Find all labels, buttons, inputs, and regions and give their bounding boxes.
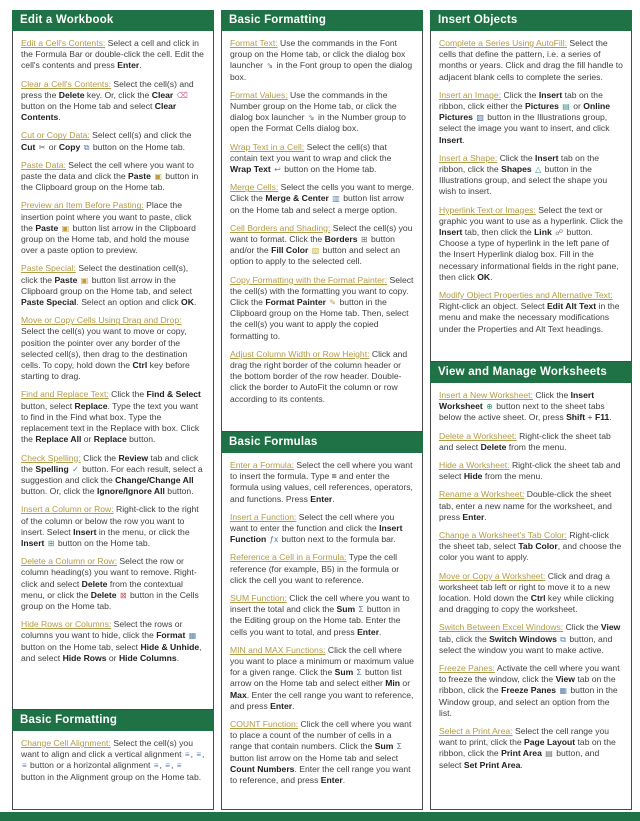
bold-text: Pictures (524, 101, 559, 112)
bold-text: Clear Contents (21, 101, 177, 123)
copy-icon: ⧉ (83, 142, 90, 152)
entry-hyperlink-text-or-images: Hyperlink Text or Images: Select the text or graphic you want to use as a hyperlink. Click the Insert tab, then click the Link ☍ button. Choose a type of hyperlink in the left pane of the Insert Hyperlink dialog box. Fill in the necessary informational fields in the right pane, then click OK. (439, 204, 623, 282)
entry-link-hide-rows-or-columns[interactable]: Hide Rows or Columns: (21, 619, 112, 630)
bold-text: Insert (439, 227, 463, 238)
section-title-basic-formulas: Basic Formulas (221, 432, 423, 453)
entry-hide-a-worksheet: Hide a Worksheet: Right-click the sheet tab and select Hide from the menu. (439, 460, 621, 482)
entry-link-preview-an-item-before-pasting[interactable]: Preview an Item Before Pasting: (21, 200, 144, 211)
delete-cells-icon: ⊠ (119, 590, 127, 600)
bold-text: Delete (90, 589, 117, 600)
online-pictures-icon: ▧ (476, 113, 484, 123)
entry-link-merge-cells[interactable]: Merge Cells: (230, 182, 279, 193)
entry-paste-data: Paste Data: Select the cell where you want to paste the data and click the Paste ▣ button in the Clipboard group on the Home tab. (21, 159, 199, 193)
column-2 (221, 10, 423, 810)
section-body-basic-formatting (221, 31, 423, 432)
entry-link-select-a-print-area[interactable]: Select a Print Area: (439, 726, 513, 737)
section-title-basic-formatting: Basic Formatting (12, 710, 214, 731)
entry-link-modify-object-properties-and-alternative-text[interactable]: Modify Object Properties and Alternative Text: (439, 290, 613, 301)
entry-link-insert-a-shape[interactable]: Insert a Shape: (439, 152, 498, 163)
bold-text: Insert (439, 134, 463, 145)
bold-text: Fill Color (271, 245, 309, 256)
bold-text: Tab Color (518, 541, 558, 552)
entry-modify-object-properties-and-alternative-text: Modify Object Properties and Alternative Text: Right-click an object. Select Edit Alt Text in the menu and make the necessary modifications under the Properties and Alt Text headings. (439, 290, 620, 334)
column-3 (430, 10, 632, 810)
bold-text: Enter (357, 626, 380, 637)
link-icon: ☍ (555, 228, 564, 238)
bold-text: Page Layout (524, 737, 576, 748)
entry-link-hyperlink-text-or-images[interactable]: Hyperlink Text or Images: (439, 204, 536, 215)
bold-text: Paste (35, 222, 59, 233)
entry-link-freeze-panes[interactable]: Freeze Panes: (439, 663, 495, 674)
entry-link-move-or-copy-a-worksheet[interactable]: Move or Copy a Worksheet: (439, 570, 546, 581)
entry-preview-an-item-before-pasting: Preview an Item Before Pasting: Place the insertion point where you want to paste, click the Paste ▣ button list arrow in the Clipboard group on the Home tab, and hold the mouse over a paste option to preview. (21, 200, 196, 256)
bold-text: Link (534, 227, 552, 238)
paste-icon: ▣ (80, 275, 89, 285)
clear-icon: ⌫ (176, 90, 188, 100)
section-title-insert-objects: Insert Objects (430, 10, 632, 31)
freeze-panes-icon: ▦ (559, 686, 567, 696)
entry-move-or-copy-cells-using-drag-and-drop: Move or Copy Cells Using Drag and Drop: Select the cell(s) you want to move or copy, position the pointer over any border of the selected cell(s), then drag to the destination cells. To copy, hold down the Ctrl key before starting to drag. (21, 315, 190, 382)
bold-text: View (555, 674, 575, 685)
entry-link-rename-a-worksheet[interactable]: Rename a Worksheet: (439, 489, 525, 500)
dialog-launcher-icon: ⇘ (266, 61, 274, 71)
bold-text: Online Pictures (439, 101, 611, 123)
switch-windows-icon: ⧉ (560, 634, 566, 644)
align-left-icon: ≡ (153, 761, 159, 771)
bold-text: Enter (310, 493, 333, 504)
entry-delete-a-column-or-row: Delete a Column or Row: Select the row or column heading(s) you want to remove. Right-click and select Delete from the contextual menu, or click the Delete ⊠ button in the Cells group on the Home tab. (21, 556, 199, 611)
bold-text: Enter (320, 775, 343, 786)
entry-link-move-or-copy-cells-using-drag-and-drop[interactable]: Move or Copy Cells Using Drag and Drop: (21, 315, 182, 326)
entry-check-spelling: Check Spelling: Click the Review tab and click the Spelling ✓ button. For each result, select a suggestion and click the Change/Change All button. Or, click the Ignore/Ignore All button. (21, 452, 203, 497)
entry-insert-a-shape: Insert a Shape: Click the Insert tab on the ribbon, click the Shapes △ button in the Illustrations group, and select the shape you wish to insert. (439, 152, 608, 197)
bold-text: Insert (535, 152, 559, 163)
entry-link-complete-a-series-using-autofill[interactable]: Complete a Series Using AutoFill: (439, 38, 568, 48)
entry-link-switch-between-excel-windows[interactable]: Switch Between Excel Windows: (439, 622, 564, 633)
entry-insert-a-function: Insert a Function: Select the cell where you want to enter the function and click the Insert Function ƒx button next to the formula bar. (230, 511, 403, 545)
paste-icon: ▣ (154, 172, 162, 182)
entry-link-change-a-worksheet-s-tab-color[interactable]: Change a Worksheet's Tab Color: (439, 530, 567, 541)
wrap-text-icon: ↩ (274, 165, 281, 175)
bold-text: Spelling (35, 463, 69, 474)
section-basic-formatting (12, 710, 214, 810)
columns-container (12, 10, 632, 810)
bold-text: Insert (21, 537, 45, 548)
entry-switch-between-excel-windows: Switch Between Excel Windows: Click the View tab, click the Switch Windows ⧉ button, and select the window you want to make active. (439, 622, 621, 655)
format-icon: ▦ (188, 631, 197, 641)
bold-text: Hide Rows (62, 652, 107, 663)
entry-min-and-max-functions: MIN and MAX Functions: Click the cell where you want to place a minimum or maximum value for a given range. Click the Sum Σ button list arrow on the Home tab and select either Min or Max. Enter the cell range you want to reference, and press Enter. (230, 644, 414, 711)
entry-link-sum-function[interactable]: SUM Function: (230, 593, 287, 604)
align-right-icon: ≡ (176, 761, 182, 771)
bold-text: Sum (334, 667, 354, 678)
vertical-align-bottom-icon: ≡ (22, 761, 27, 771)
entry-reference-a-cell-in-a-formula: Reference a Cell in a Formula: Type the cell reference (for example, B5) in the formula or click the cell you want to reference. (230, 552, 400, 585)
entry-cell-borders-and-shading: Cell Borders and Shading: Select the cell(s) you want to format. Click the Borders ⊞ button and/or the Fill Color ▨ button and select an option to apply to the selected cell. (230, 222, 413, 267)
bold-text: Paste (54, 274, 78, 285)
bold-text: Copy (58, 141, 81, 152)
entry-link-cut-or-copy-data[interactable]: Cut or Copy Data: (21, 130, 90, 141)
section-basic-formatting (221, 10, 423, 432)
bold-text: Review (118, 452, 149, 463)
bold-text: Set Print Area (463, 759, 521, 770)
sum-icon: Σ (358, 605, 364, 615)
entry-link-delete-a-column-or-row[interactable]: Delete a Column or Row: (21, 556, 118, 567)
entry-adjust-column-width-or-row-height: Adjust Column Width or Row Height: Click and drag the right border of the column header or the bottom border of the row header. Double-click the border to AutoFit the column or row according to its contents. (230, 348, 408, 404)
pictures-icon: ▤ (562, 102, 570, 112)
bold-text: Freeze Panes (501, 685, 557, 696)
entry-enter-a-formula: Enter a Formula: Select the cell where you want to insert the formula. Type = and enter the formula using values, cell references, operators, and functions. Press Enter. (230, 460, 413, 504)
bold-text: Paste Special (21, 297, 77, 308)
bold-text: OK (181, 297, 194, 308)
entry-link-find-and-replace-text[interactable]: Find and Replace Text: (21, 389, 109, 400)
bold-text: Edit Alt Text (546, 301, 597, 312)
section-body-view-and-manage-worksheets (430, 383, 632, 810)
entry-link-adjust-column-width-or-row-height[interactable]: Adjust Column Width or Row Height: (230, 348, 370, 359)
bold-text: Min (385, 678, 401, 689)
bold-text: Ctrl (530, 593, 546, 604)
bold-text: Sum (336, 604, 356, 615)
bold-text: Delete (81, 578, 108, 589)
bold-text: Shift (566, 412, 586, 423)
entry-link-check-spelling[interactable]: Check Spelling: (21, 452, 81, 463)
section-edit-a-workbook (12, 10, 214, 710)
entry-link-insert-a-new-worksheet[interactable]: Insert a New Worksheet: (439, 390, 533, 400)
entry-link-count-function[interactable]: COUNT Function: (230, 719, 299, 730)
entry-cut-or-copy-data: Cut or Copy Data: Select cell(s) and click the Cut ✂ or Copy ⧉ button on the Home tab. (21, 130, 192, 152)
entry-link-paste-data[interactable]: Paste Data: (21, 159, 66, 170)
bold-text: Hide & Unhide (140, 641, 200, 652)
insert-function-icon: ƒx (269, 535, 279, 545)
bold-text: Enter (462, 511, 485, 522)
section-body-edit-a-workbook (12, 31, 214, 710)
dialog-launcher-icon: ⇘ (307, 113, 315, 123)
footer-bar (0, 812, 640, 821)
entry-link-min-and-max-functions[interactable]: MIN and MAX Functions: (230, 644, 326, 655)
section-basic-formulas (221, 432, 423, 810)
borders-icon: ⊞ (360, 235, 368, 245)
section-title-basic-formatting: Basic Formatting (221, 10, 423, 31)
format-painter-icon: ✎ (329, 298, 337, 308)
bold-text: Enter (270, 700, 293, 711)
bold-text: Format (156, 630, 186, 641)
entry-link-delete-a-worksheet[interactable]: Delete a Worksheet: (439, 430, 517, 441)
entry-format-text: Format Text: Use the commands in the Font group on the Home tab, or click the dialog box launcher ⇘ in the Font group to open the dialog box. (230, 38, 413, 82)
insert-cells-icon: ⊞ (47, 538, 55, 548)
entry-find-and-replace-text: Find and Replace Text: Click the Find & Select button, select Replace. Type the text you want to find in the Find what box. Type the replacement text in the Replace with box. Click the Replace All or Replace button. (21, 389, 201, 445)
entry-insert-a-new-worksheet: Insert a New Worksheet: Click the Insert Worksheet ⊕ button next to the sheet tabs below the active sheet. Or, press Shift + F11. (439, 390, 612, 423)
bold-text: Find & Select (146, 389, 201, 400)
paste-icon: ▣ (61, 223, 70, 233)
bold-text: Clear (151, 89, 174, 100)
bold-text: F11 (594, 412, 610, 423)
bold-text: Change/Change All (115, 474, 194, 485)
entry-link-paste-special[interactable]: Paste Special: (21, 263, 76, 274)
bold-text: Insert Function (230, 523, 403, 545)
bold-text: Hide (463, 471, 483, 482)
vertical-align-top-icon: ≡ (184, 750, 190, 760)
entry-link-insert-a-function[interactable]: Insert a Function: (230, 511, 297, 522)
section-body-basic-formulas (221, 453, 423, 810)
entry-change-a-worksheet-s-tab-color: Change a Worksheet's Tab Color: Right-click the sheet tab, select Tab Color, and choose the color you want to apply. (439, 530, 622, 563)
entry-link-format-values[interactable]: Format Values: (230, 89, 288, 100)
entry-insert-an-image: Insert an Image: Click the Insert tab on the ribbon, click either the Pictures ▤ or Online Pictures ▧ button in the Illustrations group, select the image you want to insert, and click Insert. (439, 89, 611, 145)
entry-sum-function: SUM Function: Click the cell where you want to insert the total and click the Sum Σ button in the Editing group on the Home tab. Enter the cells you want to total, and press Enter. (230, 593, 410, 637)
entry-count-function: COUNT Function: Click the cell where you want to place a count of the number of cells in a range that contain numbers. Click the Sum Σ button list arrow on the Home tab and select Count Numbers. Enter the cell range you want to reference, and press Enter. (230, 719, 412, 786)
section-body-basic-formatting (12, 731, 214, 810)
bold-text: Paste (128, 171, 151, 182)
entry-rename-a-worksheet: Rename a Worksheet: Double-click the sheet tab, enter a new name for the worksheet, and press Enter. (439, 489, 612, 522)
insert-worksheet-icon: ⊕ (486, 402, 493, 412)
bold-text: Ctrl (132, 360, 148, 371)
bold-text: Delete (480, 441, 507, 452)
entry-paste-special: Paste Special: Select the destination cell(s), click the Paste ▣ button list arrow in the Clipboard group on the Home tab, and select Paste Special. Select an option and click OK. (21, 263, 197, 308)
sum-icon: Σ (396, 742, 402, 752)
entry-change-cell-alignment: Change Cell Alignment: Select the cell(s) you want to align and click a vertical alignment ≡, ≡, ≡ button or a horizontal alignment ≡, ≡, ≡ button in the Alignment group on the Home tab. (21, 738, 205, 782)
bold-text: Print Area (501, 748, 542, 759)
bold-text: Delete (58, 89, 85, 100)
shapes-icon: △ (535, 165, 542, 175)
entry-clear-a-cell-s-contents: Clear a Cell's Contents: Select the cell(s) and press the Delete key. Or, click the Clear ⌫ button on the Home tab and select Clear Contents. (21, 78, 194, 123)
entry-link-enter-a-formula[interactable]: Enter a Formula: (230, 460, 294, 470)
entry-move-or-copy-a-worksheet: Move or Copy a Worksheet: Click and drag a worksheet tab left or right to move it to a new location. Hold down the Ctrl key while clicking and dragging to copy the worksheet. (439, 570, 614, 615)
bold-text: Hide Columns (118, 652, 177, 663)
section-title-view-and-manage-worksheets: View and Manage Worksheets (430, 362, 632, 383)
entry-link-copy-formatting-with-the-format-painter[interactable]: Copy Formatting with the Format Painter: (230, 274, 388, 285)
section-title-edit-a-workbook: Edit a Workbook (12, 10, 214, 31)
bold-text: = (331, 471, 337, 482)
bold-text: Enter (117, 60, 140, 71)
entry-link-insert-a-column-or-row[interactable]: Insert a Column or Row: (21, 504, 114, 515)
bold-text: Insert Worksheet (439, 390, 595, 412)
bold-text: View (600, 622, 621, 633)
bold-text: OK (477, 271, 491, 282)
align-center-icon: ≡ (165, 761, 170, 771)
column-1 (12, 10, 214, 810)
bold-text: Count Numbers (230, 763, 295, 774)
entry-link-hide-a-worksheet[interactable]: Hide a Worksheet: (439, 460, 510, 471)
fill-color-icon: ▨ (311, 246, 320, 256)
bold-text: Replace (74, 400, 108, 411)
sum-icon: Σ (356, 668, 362, 678)
bold-text: Merge & Center (265, 193, 329, 204)
entry-link-clear-a-cell-s-contents[interactable]: Clear a Cell's Contents: (21, 78, 112, 89)
bold-text: Max (230, 689, 247, 700)
bold-text: Format Painter (265, 297, 326, 308)
entry-link-insert-an-image[interactable]: Insert an Image: (439, 89, 502, 100)
entry-link-change-cell-alignment[interactable]: Change Cell Alignment: (21, 738, 111, 748)
vertical-align-middle-icon: ≡ (196, 750, 202, 760)
entry-delete-a-worksheet: Delete a Worksheet: Right-click the sheet tab and select Delete from the menu. (439, 430, 611, 452)
bold-text: Replace (93, 434, 127, 445)
entry-link-cell-borders-and-shading[interactable]: Cell Borders and Shading: (230, 222, 331, 233)
entry-link-wrap-text-in-a-cell[interactable]: Wrap Text in a Cell: (230, 141, 305, 152)
entry-select-a-print-area: Select a Print Area: Select the cell range you want to print, click the Page Layout tab on the ribbon, click the Print Area ▤ button, and select Set Print Area. (439, 726, 616, 770)
entry-link-format-text[interactable]: Format Text: (230, 38, 278, 48)
bold-text: Insert (538, 89, 563, 100)
entry-complete-a-series-using-autofill: Complete a Series Using AutoFill: Select the cells that define the pattern, i.e. a series of months or years. Click and drag the fill handle to adjacent blank cells to complete the series. (439, 38, 623, 82)
bold-text: Insert (73, 526, 97, 537)
entry-hide-rows-or-columns: Hide Rows or Columns: Select the rows or columns you want to hide, click the Format ▦ button on the Home tab, select Hide & Unhide, and select Hide Rows or Hide Columns. (21, 619, 202, 663)
bold-text: Borders (324, 234, 358, 245)
merge-center-icon: ▥ (332, 194, 340, 204)
bold-text: Shapes (501, 164, 532, 175)
entry-insert-a-column-or-row: Insert a Column or Row: Right-click to the right of the column or below the row you want to insert. Select Insert in the menu, or click the Insert ⊞ button on the Home tab. (21, 504, 199, 548)
bold-text: Wrap Text (230, 164, 271, 175)
spelling-icon: ✓ (72, 464, 79, 474)
entry-copy-formatting-with-the-format-painter: Copy Formatting with the Format Painter: Select the cell(s) with the formatting you want to copy. Click the Format Painter ✎ button in the Clipboard group on the Home tab. Then, select the cell(s) you want to apply the copied formatting to. (230, 274, 414, 341)
bold-text: Ignore/Ignore All (96, 486, 165, 497)
bold-text: Cut (21, 141, 36, 152)
bold-text: Switch Windows (489, 633, 557, 644)
entry-link-edit-a-cell-s-contents[interactable]: Edit a Cell's Contents: (21, 38, 106, 48)
entry-wrap-text-in-a-cell: Wrap Text in a Cell: Select the cell(s) that contain text you want to wrap and click the Wrap Text ↩ button on the Home tab. (230, 141, 392, 175)
cut-icon: ✂ (38, 142, 46, 152)
bold-text: Replace All (35, 434, 82, 445)
section-view-and-manage-worksheets (430, 362, 632, 810)
entry-edit-a-cell-s-contents: Edit a Cell's Contents: Select a cell and click in the Formula Bar or double-click the cell. Edit the cell's contents and press Enter. (21, 38, 204, 71)
entry-freeze-panes: Freeze Panes: Activate the cell where you want to freeze the window, click the View tab on the ribbon, click the Freeze Panes ▦ button in the Window group, and select an option from the list. (439, 663, 620, 718)
entry-merge-cells: Merge Cells: Select the cells you want to merge. Click the Merge & Center ▥ button list arrow on the Home tab and select a merge option. (230, 182, 414, 215)
bold-text: Sum (374, 741, 394, 752)
section-insert-objects (430, 10, 632, 362)
entry-format-values: Format Values: Use the commands in the Number group on the Home tab, or click the dialog box launcher ⇘ in the Number group to open the Format Cells dialog box. (230, 89, 406, 134)
print-area-icon: ▤ (545, 749, 553, 759)
section-body-insert-objects (430, 31, 632, 362)
entry-link-reference-a-cell-in-a-formula[interactable]: Reference a Cell in a Formula: (230, 552, 347, 563)
